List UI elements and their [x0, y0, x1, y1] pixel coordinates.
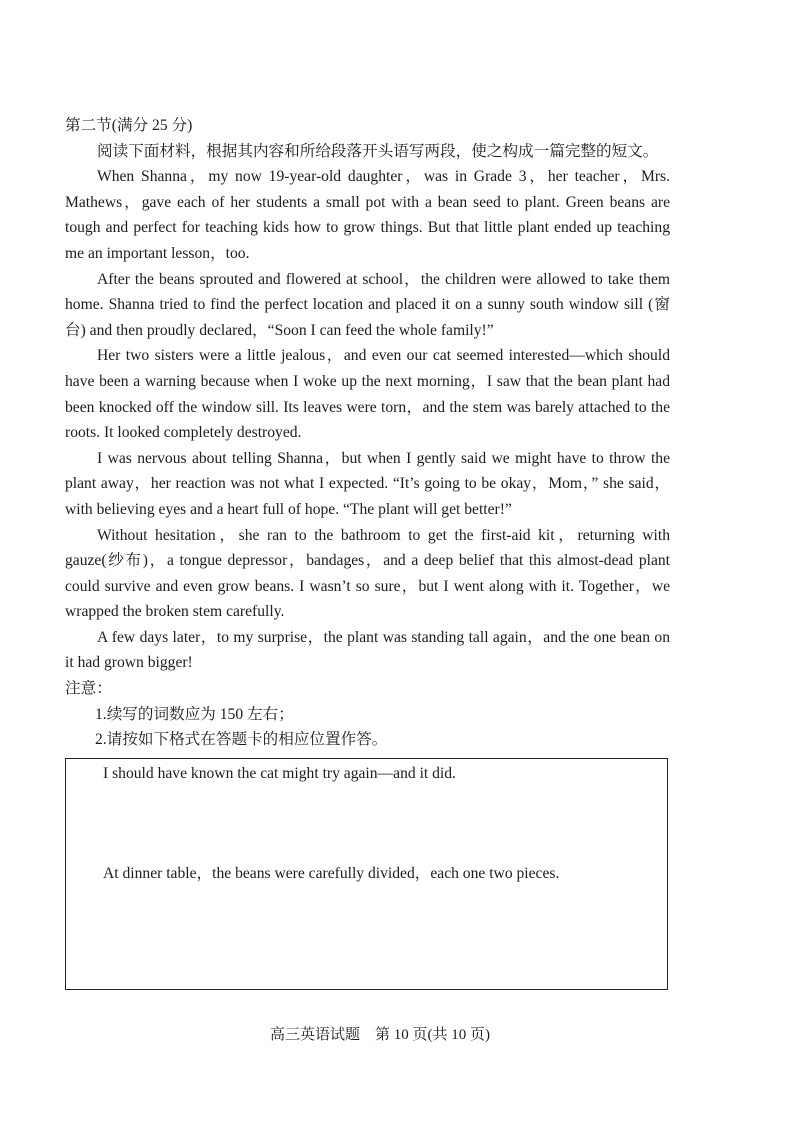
- reading-passage: [65, 164, 670, 676]
- note-item-1: 1.续写的词数应为 150 左右；: [95, 705, 294, 723]
- exam-page-content: [65, 113, 670, 753]
- notes-section: [65, 676, 670, 753]
- passage-paragraph-3: Her two sisters were a little jealous，and even our cat seemed interested—which should have been a warning because when I woke up the next morning，I saw that the bean plant had been knocked off the window sill. Its leaves were torn，and the stem was barely attached to the roots. It looked completely destroyed.: [65, 347, 670, 442]
- passage-paragraph-6: A few days later，to my surprise，the plant was standing tall again，and the one bean on it had grown bigger!: [65, 628, 670, 672]
- page-footer: 高三英语试题 第 10 页(共 10 页): [270, 1027, 490, 1043]
- passage-paragraph-1: When Shanna，my now 19-year-old daughter，was in Grade 3，her teacher，Mrs. Mathews，gave each of her students a small pot with a bean seed to plant. Green beans are tough and perfect for teaching kids how to grow things. But that little plant ended up teaching me an important lesson，too.: [65, 168, 670, 262]
- passage-paragraph-4: I was nervous about telling Shanna，but when I gently said we might have to throw the plant away，her reaction was not what I expected. “It’s going to be okay，Mom，” she said，with believing eyes and a heart full of hope. “The plant will get better!”: [65, 449, 670, 518]
- answer-box: [65, 758, 668, 990]
- passage-paragraph-5: Without hesitation，she ran to the bathroom to get the first-aid kit，returning with gauze(纱布)，a tongue depressor，bandages，and a deep belief that this almost-dead plant could survive and even grow beans. I wasn’t so sure，but I went along with it. Together，we wrapped the broken stem carefully.: [65, 526, 670, 621]
- paragraph-opening-2: At dinner table，the beans were carefully divided，each one two pieces.: [103, 865, 560, 882]
- section-title: 第二节(满分 25 分): [65, 117, 193, 134]
- instruction-text: 阅读下面材料，根据其内容和所给段落开头语写两段，使之构成一篇完整的短文。: [97, 142, 659, 160]
- passage-paragraph-2: After the beans sprouted and flowered at school，the children were allowed to take them home. Shanna tried to find the perfect location and placed it on a sunny south window sill (窗台) and then proudly declared，“Soon I can feed the whole family!”: [65, 270, 670, 339]
- notes-label: 注意：: [65, 680, 112, 698]
- paragraph-opening-1: I should have known the cat might try again—and it did.: [103, 765, 456, 782]
- note-item-2: 2.请按如下格式在答题卡的相应位置作答。: [95, 731, 388, 749]
